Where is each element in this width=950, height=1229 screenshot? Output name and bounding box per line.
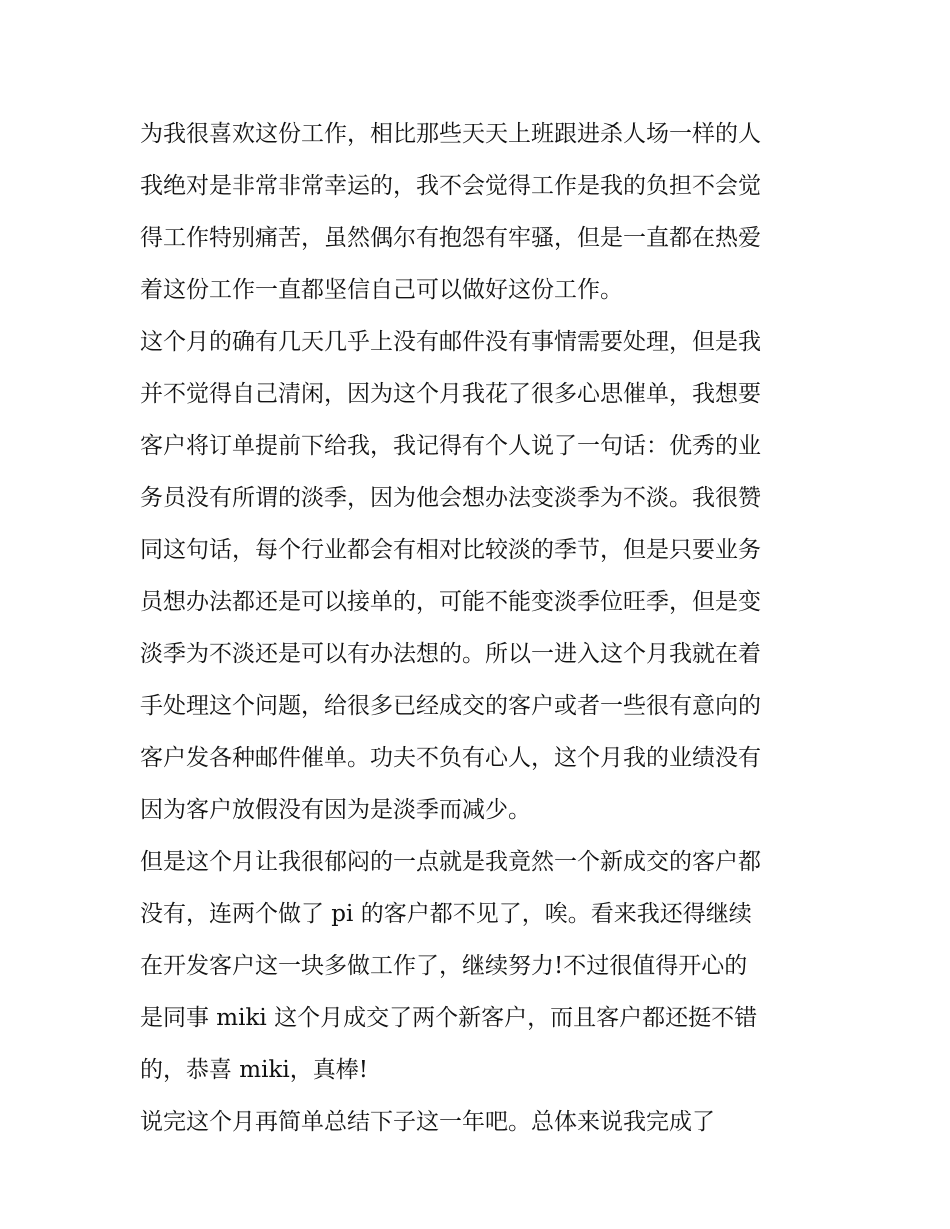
text-line: 员想办法都还是可以接单的，可能不能变淡季位旺季，但是变 <box>140 589 761 615</box>
text-line: 在开发客户这一块多做工作了，继续努力!不过很值得开心的 <box>140 953 748 979</box>
text-line: 得工作特别痛苦，虽然偶尔有抱怨有牢骚，但是一直都在热爱 <box>140 225 761 251</box>
text-line: 同这句话，每个行业都会有相对比较淡的季节，但是只要业务 <box>140 537 761 563</box>
text-line: 为我很喜欢这份工作，相比那些天天上班跟进杀人场一样的人 <box>140 121 761 147</box>
text-line: 是同事 miki 这个月成交了两个新客户，而且客户都还挺不错 <box>140 1005 758 1031</box>
text-line: 这个月的确有几天几乎上没有邮件没有事情需要处理，但是我 <box>140 329 761 355</box>
body-text <box>140 108 830 1148</box>
text-line: 淡季为不淡还是可以有办法想的。所以一进入这个月我就在着 <box>140 641 761 667</box>
text-line: 客户发各种邮件催单。功夫不负有心人，这个月我的业绩没有 <box>140 745 761 771</box>
text-line: 因为客户放假没有因为是淡季而减少。 <box>140 797 531 823</box>
text-line: 没有，连两个做了 pi 的客户都不见了，唉。看来我还得继续 <box>140 901 752 927</box>
text-line: 的，恭喜 miki，真棒! <box>140 1057 369 1083</box>
text-line: 着这份工作一直都坚信自己可以做好这份工作。 <box>140 277 623 303</box>
text-line: 我绝对是非常非常幸运的，我不会觉得工作是我的负担不会觉 <box>140 173 761 199</box>
text-line: 并不觉得自己清闲，因为这个月我花了很多心思催单，我想要 <box>140 381 761 407</box>
text-line: 客户将订单提前下给我，我记得有个人说了一句话：优秀的业 <box>140 433 761 459</box>
text-line: 务员没有所谓的淡季，因为他会想办法变淡季为不淡。我很赞 <box>140 485 761 511</box>
text-line: 说完这个月再简单总结下子这一年吧。总体来说我完成了 <box>140 1109 715 1135</box>
text-line: 但是这个月让我很郁闷的一点就是我竟然一个新成交的客户都 <box>140 849 761 875</box>
text-line: 手处理这个问题，给很多已经成交的客户或者一些很有意向的 <box>140 693 761 719</box>
